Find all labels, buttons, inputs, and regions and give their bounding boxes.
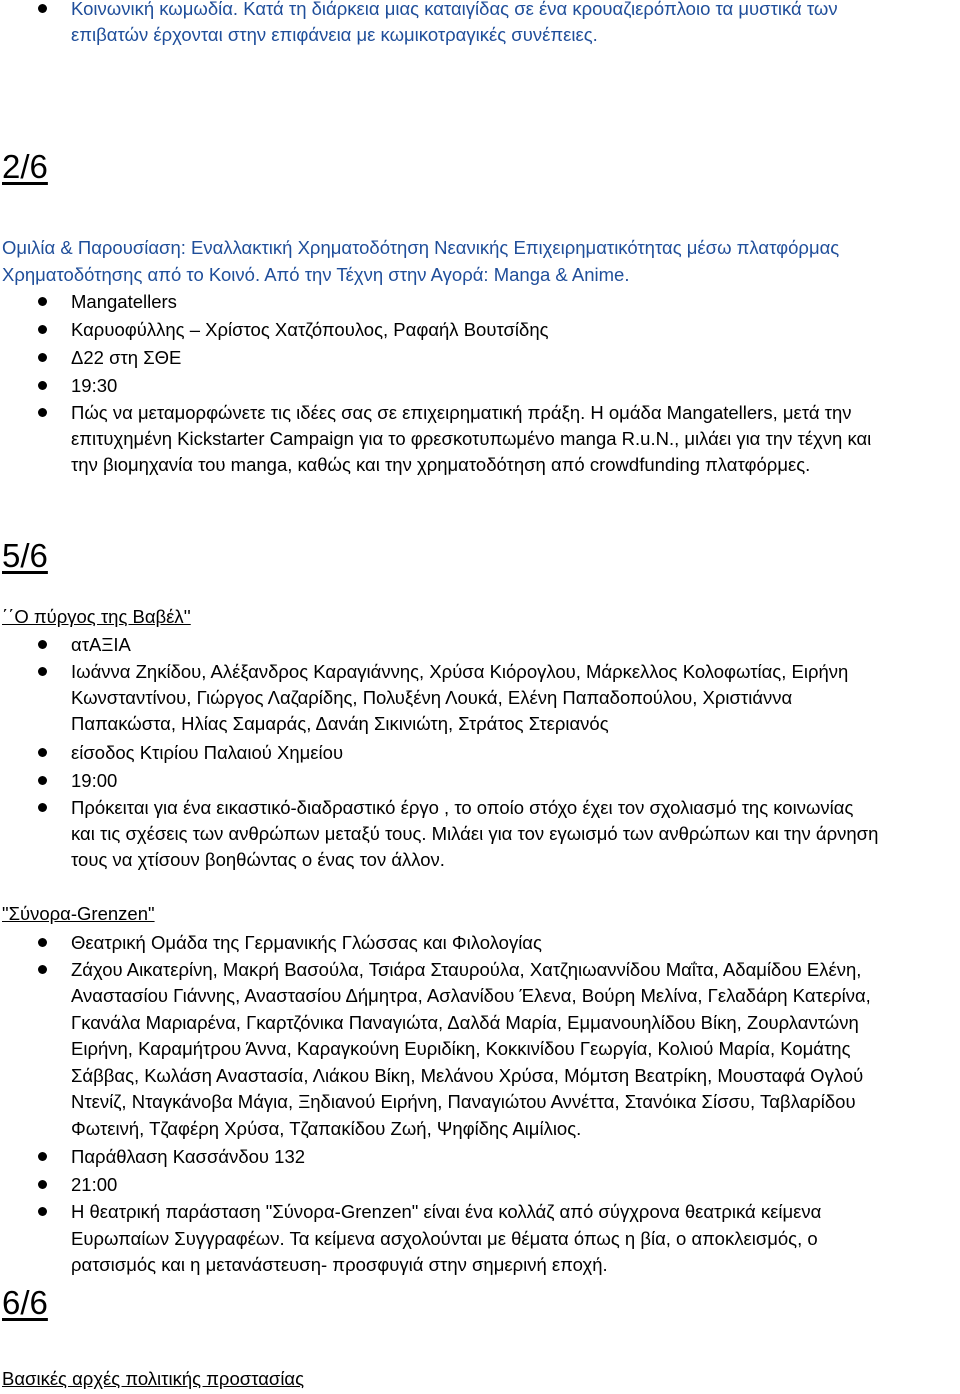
event1-cast: Ιωάννα Ζηκίδου, Αλέξανδρος Καραγιάννης, Χρύσα Κιόρογλου, Μάρκελλος Κολοφωτίας, Ειρήνη	[71, 661, 849, 682]
bullet	[38, 938, 47, 947]
event2-cast: Αναστασίου Γιάννης, Αναστασίου Δήμητρα, Ασλανίδου Έλενα, Βούρη Μελίνα, Γελαδάρη Κατερίνα,	[71, 985, 871, 1006]
day2-intro-line: Ομιλία & Παρουσίαση: Εναλλακτική Χρηματοδότηση Νεανικής Επιχειρηματικότητας μέσω πλατφόρμας	[2, 237, 840, 258]
bullet	[38, 353, 47, 362]
bullet	[38, 1207, 47, 1216]
day2-venue: Δ22 στη ΣΘΕ	[71, 347, 182, 368]
event2-time: 21:00	[71, 1174, 118, 1195]
bullet	[38, 667, 47, 676]
day2-group: Mangatellers	[71, 291, 177, 312]
bullet	[38, 297, 47, 306]
bullet	[38, 965, 47, 974]
day2-description: επιτυχημένη Kickstarter Campaign για το φρεσκοτυπωμένο manga R.u.N., μιλάει για την τέχνη και	[71, 428, 872, 449]
event1-cast: Κωνσταντίνου, Γιώργος Λαζαρίδης, Πολυξένη Λουκά, Ελένη Παπαδοπούλου, Χριστιάννα	[71, 687, 793, 708]
top-item-line: Κοινωνική κωμωδία. Κατά τη διάρκεια μιας καταιγίδας σε ένα κρουαζιερόπλοιο τα μυστικά των	[71, 0, 838, 19]
day2-intro-line: Χρηματοδότησης από το Κοινό. Από την Τέχνη στην Αγορά: Manga & Anime.	[2, 264, 630, 285]
date-heading-5-6: 5/6	[2, 537, 48, 574]
bullet	[38, 776, 47, 785]
day2-description: την βιομηχανία του manga, καθώς και την χρηματοδότηση από crowdfunding πλατφόρμες.	[71, 454, 811, 475]
event-title: ΄΄Ο πύργος της Βαβέλ''	[2, 606, 191, 627]
bullet	[38, 1152, 47, 1161]
top-item-line: επιβατών έρχονται στην επιφάνεια με κωμικοτραγικές συνέπειες.	[71, 24, 598, 45]
bullet	[38, 325, 47, 334]
event-title: Βασικές αρχές πολιτικής προστασίας	[2, 1368, 305, 1389]
bullet	[38, 4, 47, 13]
bullet	[38, 1180, 47, 1189]
event2-group: Θεατρική Ομάδα της Γερμανικής Γλώσσας και Φιλολογίας	[71, 932, 542, 953]
bullet	[38, 803, 47, 812]
event1-group: ατΑΞΙΑ	[71, 634, 131, 655]
event1-description: Πρόκειται για ένα εικαστικό-διαδραστικό έργο , το οποίο στόχο έχει τον σχολιασμό της κοινωνίας	[71, 797, 854, 818]
day2-people: Καρυοφύλλης – Χρίστος Χατζόπουλος, Ραφαήλ Βουτσίδης	[71, 319, 549, 340]
event1-description: και τις σχέσεις των ανθρώπων μεταξύ τους. Μιλάει για τον εγωισμό των ανθρώπων και την άρνηση	[71, 823, 879, 844]
event2-cast: Ειρήνη, Καραμήτρου Άννα, Καραγκούνη Ευριδίκη, Κοκκινίδου Γεωργία, Κολιού Μαρία, Κομάτης	[71, 1038, 851, 1059]
bullet	[38, 408, 47, 417]
bullet	[38, 381, 47, 390]
event2-cast: Γκανάλα Μαριαρένα, Γκαρτζόνικα Παναγιώτα, Δαλδά Μαρία, Εμμανουηλίδου Βίκη, Ζουρλαντώνη	[71, 1012, 859, 1033]
event1-description: τους να χτίσουν βοηθώντας ο ένας τον άλλον.	[71, 849, 445, 870]
event-title: "Σύνορα-Grenzen"	[2, 903, 155, 924]
bullet	[38, 640, 47, 649]
event2-cast: Ντενίζ, Νταγκάνοβα Μάγια, Ξηδιανού Ειρήνη, Παναγιώτου Αννέττα, Στανόικα Σίσσυ, Ταβλαρίδου	[71, 1091, 856, 1112]
event2-venue: Παράθλαση Κασσάνδου 132	[71, 1146, 306, 1167]
event2-description: Η θεατρική παράσταση "Σύνορα-Grenzen" είναι ένα κολλάζ από σύγχρονα θεατρικά κείμενα	[71, 1201, 822, 1222]
date-heading-6-6: 6/6	[2, 1284, 48, 1321]
day2-time: 19:30	[71, 375, 118, 396]
date-heading-2-6: 2/6	[2, 148, 48, 185]
event2-cast: Φωτεινή, Τζαφέρη Χρύσα, Τζαπακίδου Ζωή, Ψηφίδης Αιμίλιος.	[71, 1118, 582, 1139]
bullet	[38, 748, 47, 757]
event1-venue: είσοδος Κτιρίου Παλαιού Χημείου	[71, 742, 344, 763]
event2-description: ρατσισμός και η μετανάστευση- προσφυγιά στην σημερινή εποχή.	[71, 1254, 608, 1275]
event2-cast: Ζάχου Αικατερίνη, Μακρή Βασούλα, Τσιάρα Σταυρούλα, Χατζηιωαννίδου Μαΐτα, Αδαμίδου Ελένη,	[71, 959, 862, 980]
event1-time: 19:00	[71, 770, 118, 791]
day2-description: Πώς να μεταμορφώνετε τις ιδέες σας σε επιχειρηματική πράξη. Η ομάδα Mangatellers, μετά την	[71, 402, 852, 423]
event2-description: Ευρωπαίων Συγγραφέων. Τα κείμενα ασχολούνται με θέματα όπως η βία, ο αποκλεισμός, ο	[71, 1228, 818, 1249]
event2-cast: Σάββας, Κωλάση Αναστασία, Λιάκου Βίκη, Μελάνου Χρύσα, Μόμτση Βεατρίκη, Μουσταφά Ογλού	[71, 1065, 864, 1086]
event1-cast: Παπακώστα, Ηλίας Σαμαράς, Δανάη Σικινιώτη, Στράτος Στεριανός	[71, 713, 609, 734]
